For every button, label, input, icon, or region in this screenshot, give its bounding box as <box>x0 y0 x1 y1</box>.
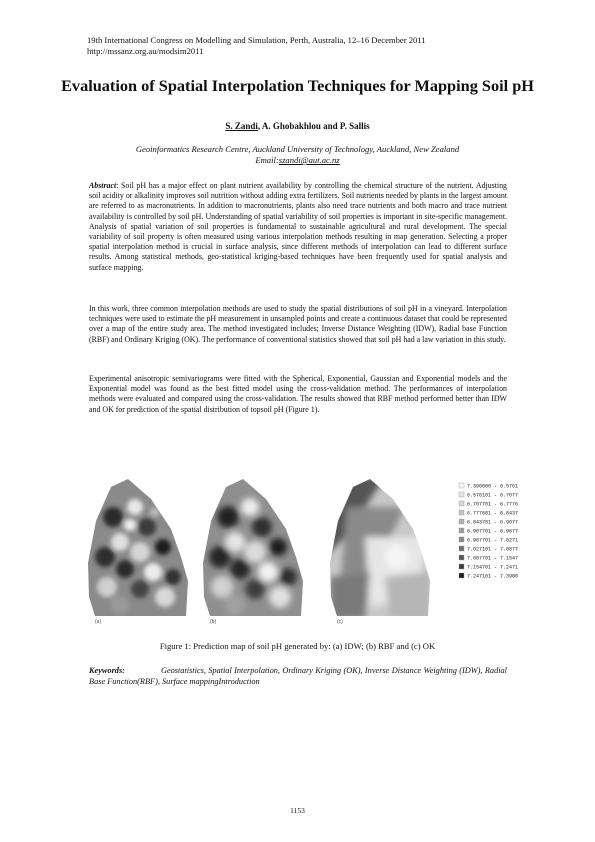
panel-label-a: (a) <box>95 619 102 625</box>
abstract-label: Abstract <box>89 181 117 190</box>
legend-entry: 6.777601 - 6.8437 <box>467 510 519 517</box>
conference-url: http://mssanz.org.au/modsim2011 <box>87 46 204 56</box>
conference-header <box>87 35 426 57</box>
legend <box>459 483 518 580</box>
first-author: S. Zandi <box>225 121 258 131</box>
legend-entry: 6.707701 - 6.7776 <box>467 501 519 508</box>
affiliation: Geoinformatics Research Centre, Auckland University of Technology, Auckland, New Zealand <box>135 144 460 154</box>
map-c-ok <box>325 477 435 619</box>
conference-line: 19th International Congress on Modelling and Simulation, Perth, Australia, 12–16 December 2011 <box>87 35 426 45</box>
authors <box>60 121 535 131</box>
legend-entry: 6.576101 - 6.7077 <box>467 492 519 499</box>
legend-entry: 6.967701 - 7.0271 <box>467 537 519 544</box>
caption-label: Figure 1 <box>159 641 189 651</box>
legend-entry: 7.390000 - 6.5761 <box>467 483 519 490</box>
email-line <box>60 155 535 166</box>
affiliation-block <box>60 144 535 166</box>
legend-entry: 7.247101 - 7.3900 <box>467 573 519 580</box>
abstract-paragraph-3: Experimental anisotropic semivariograms were fitted with the Spherical, Exponential, Gaussian and Exponential models and the Exponential model was found as the best fitted model using the cross-validation method. The performances of interpolation methods were evaluated and compared using the cross-validation. The results showed that RBF method performed better than IDW and OK for prediction of the spatial distribution of topsoil pH (Figure 1). <box>89 374 507 414</box>
figure-maps <box>85 477 519 625</box>
page-number: 1153 <box>290 806 305 815</box>
legend-entry: 6.907701 - 6.9677 <box>467 528 519 535</box>
legend-entry: 6.843701 - 6.9077 <box>467 519 519 526</box>
map-b-rbf <box>195 477 310 619</box>
figure-1 <box>85 477 519 625</box>
email-link[interactable]: szandi@aut.ac.nz <box>278 155 340 165</box>
legend-entry: 7.027101 - 7.0877 <box>467 546 519 553</box>
panel-label-c: (c) <box>337 619 343 625</box>
abstract-paragraph-1 <box>89 181 507 273</box>
legend-entry: 7.087701 - 7.1547 <box>467 555 519 562</box>
keywords-label: Keywords: <box>89 666 125 675</box>
panel-label-b: (b) <box>210 619 217 625</box>
legend-entry: 7.154701 - 7.2471 <box>467 564 519 571</box>
paper-title: Evaluation of Spatial Interpolation Techniques for Mapping Soil pH <box>61 76 534 95</box>
other-authors: , A. Ghobakhlou and P. Sallis <box>257 121 370 131</box>
abstract-paragraph-2: In this work, three common interpolation methods are used to study the spatial distributions of soil pH in a vineyard. Interpolation techniques were used to estimate the pH measurement in unsampled points and create a continuous dataset that could be represented over a map of the entire study area. The method investigated includes; Inverse Distance Weighting (IDW), Radial base Function (RBF) and Ordinary Kriging (OK). The performance of conventional statistics showed that soil pH had a law variation in this study. <box>89 304 507 344</box>
keywords-text: Geostatistics, Spatial Interpolation, Ordinary Kriging (OK), Inverse Distance Weighting (IDW), Radial Base Function(RBF), Surface mappingIntroduction <box>89 666 507 686</box>
abstract-text-1: : Soil pH has a major effect on plant nutrient availability by controlling the chemical structure of the nutrient. Adjusting soil acidity or alkalinity improves soil nutrition without adding extra fertilizers. Soil nutrients needed by plants in the largest amount are referred to as macronutrients. In addition to macronutrients, plants also need trace nutrients and both macro and trace nutrient availability is controlled by soil pH. Understanding of spatial variability of soil properties is important in site-specific management. Analysis of spatial variation of soil properties is fundamental to sustainable agricultural and rural development. The special variability of soil property is often measured using various interpolation methods resulting in map generation. Selecting a proper spatial interpolation method is crucial in surface analysis, since different methods of interpolation can lead to different surface results. Among statistical methods, geo-statistical kriging-based techniques have been frequently used for spatial analysis and surface mapping. <box>89 181 507 272</box>
figure-caption <box>60 641 535 651</box>
keywords <box>89 665 507 687</box>
email-label: Email: <box>255 155 279 165</box>
caption-text: : Prediction map of soil pH generated by: (a) IDW; (b) RBF and (c) OK <box>188 641 436 651</box>
map-a-idw <box>85 477 195 619</box>
